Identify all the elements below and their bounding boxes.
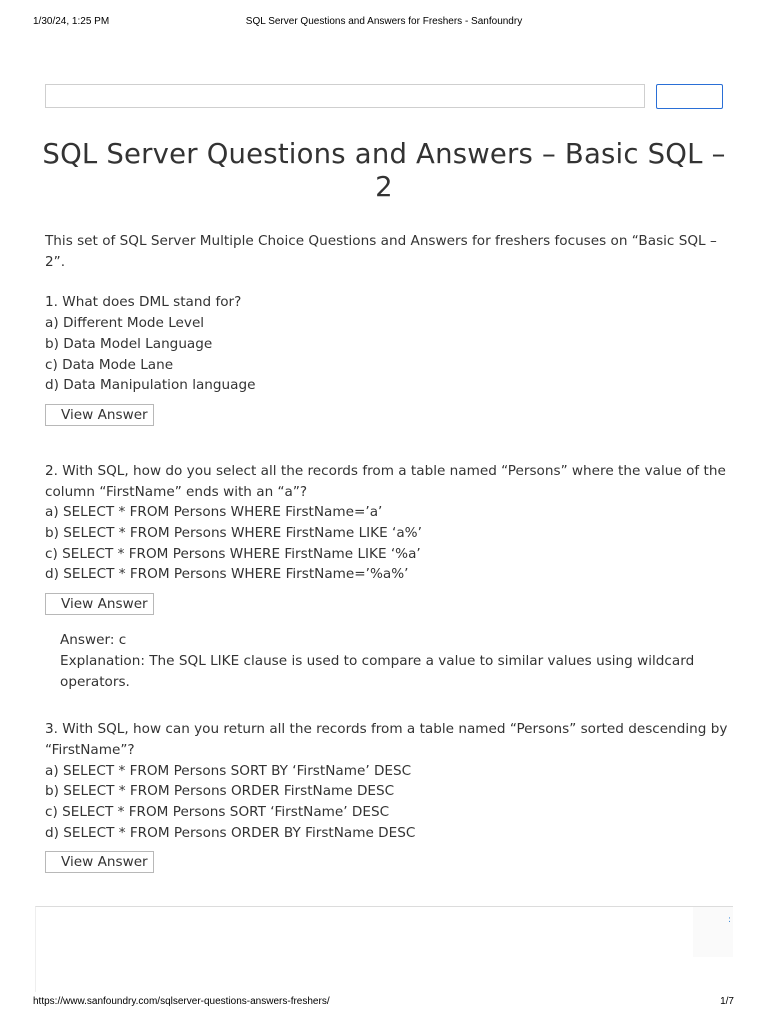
question-3 [45, 719, 735, 873]
option-b: b) SELECT * FROM Persons ORDER FirstName DESC [45, 783, 395, 800]
question-text: 3. With SQL, how can you return all the records from a table named “Persons” sorted descending by “FirstName”? [45, 721, 728, 758]
option-b: b) SELECT * FROM Persons WHERE FirstName LIKE ‘a%’ [45, 525, 422, 542]
search-input[interactable] [45, 84, 645, 108]
option-a: a) Different Mode Level [45, 315, 205, 332]
view-answer-button[interactable]: View Answer [45, 593, 154, 615]
print-header [0, 16, 768, 30]
search-button[interactable] [656, 84, 723, 109]
question-text: 1. What does DML stand for? [45, 294, 242, 311]
question-1 [45, 292, 735, 426]
ad-info-icon[interactable]: : [727, 915, 731, 925]
article-body [45, 231, 735, 873]
question-options [45, 313, 735, 396]
option-a: a) SELECT * FROM Persons WHERE FirstName=’a’ [45, 504, 383, 521]
option-b: b) Data Model Language [45, 335, 213, 352]
question-text: 2. With SQL, how do you select all the records from a table named “Persons” where the value of the column “FirstName” ends with an “a”? [45, 462, 726, 500]
option-d: d) SELECT * FROM Persons ORDER BY FirstName DESC [45, 824, 416, 841]
view-answer-button[interactable]: View Answer [45, 404, 154, 426]
question-2 [45, 461, 735, 692]
option-d: d) Data Manipulation language [45, 377, 256, 394]
explanation-text: Explanation: The SQL LIKE clause is used to compare a value to similar values using wildcard operators. [60, 652, 695, 690]
ad-corner [693, 907, 733, 957]
option-c: c) SELECT * FROM Persons SORT ‘FirstName’ DESC [45, 804, 390, 821]
question-options [45, 761, 735, 844]
print-page-number: 1/7 [720, 996, 734, 1007]
print-date: 1/30/24, 1:25 PM [33, 16, 110, 27]
option-d: d) SELECT * FROM Persons WHERE FirstName=’%a%’ [45, 566, 409, 583]
view-answer-button[interactable]: View Answer [45, 851, 154, 873]
option-a: a) SELECT * FROM Persons SORT BY ‘FirstName’ DESC [45, 762, 412, 779]
page-title: SQL Server Questions and Answers – Basic SQL – 2 [42, 138, 726, 203]
option-c: c) SELECT * FROM Persons WHERE FirstName LIKE ‘%a’ [45, 545, 421, 562]
answer-block [60, 630, 735, 692]
print-url: https://www.sanfoundry.com/sqlserver-questions-answers-freshers/ [33, 996, 330, 1007]
question-options [45, 502, 735, 585]
print-page-title: SQL Server Questions and Answers for Freshers - Sanfoundry [245, 16, 523, 27]
answer-text: Answer: c [60, 632, 127, 649]
option-c: c) Data Mode Lane [45, 356, 174, 373]
advertisement-area[interactable] [35, 906, 733, 992]
article-intro: This set of SQL Server Multiple Choice Questions and Answers for freshers focuses on “Basic SQL – 2”. [45, 233, 717, 270]
print-footer [0, 996, 768, 1010]
